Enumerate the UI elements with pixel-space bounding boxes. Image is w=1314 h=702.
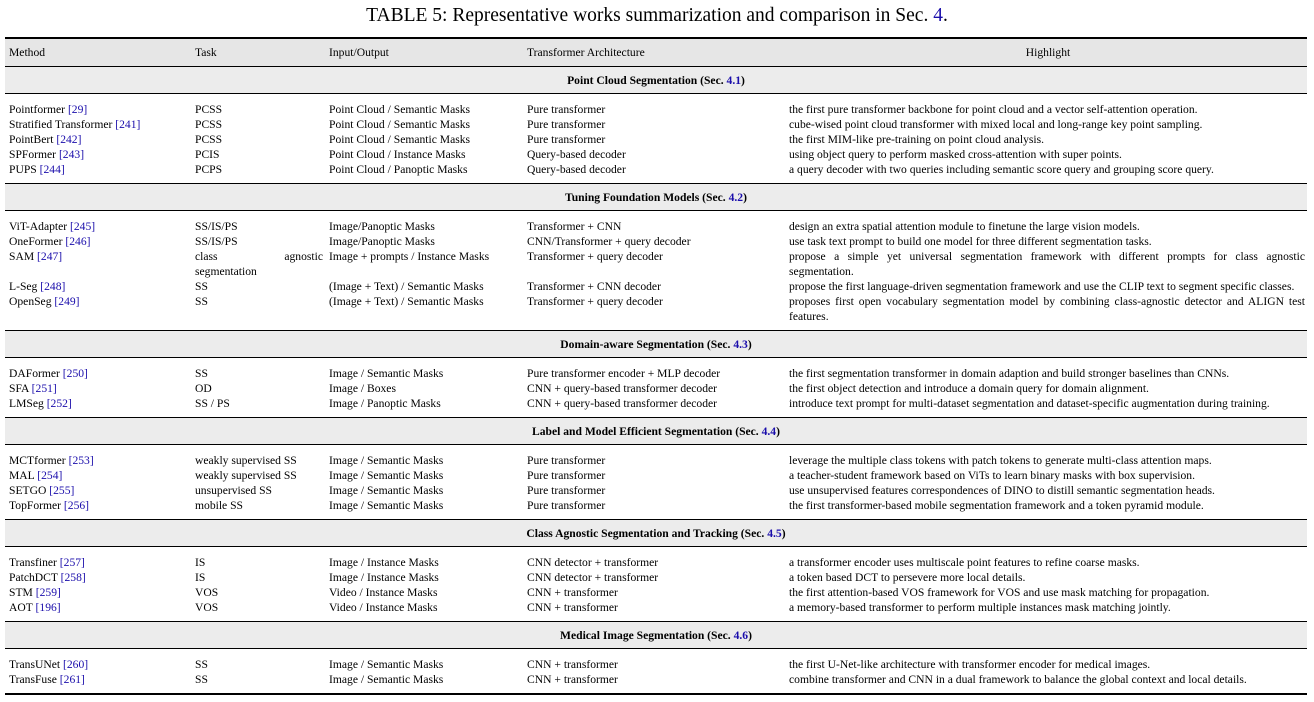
architecture-cell: Pure transformer bbox=[527, 118, 606, 131]
method-cell bbox=[5, 117, 191, 132]
method-name: LMSeg bbox=[9, 397, 47, 410]
header-method: Method bbox=[5, 38, 191, 67]
architecture-cell: Query-based decoder bbox=[527, 148, 626, 161]
method-cell bbox=[5, 498, 191, 513]
citation-link[interactable]: [249] bbox=[54, 295, 80, 308]
highlight-cell: use task text prompt to build one model for three different segmentation tasks. bbox=[789, 235, 1152, 248]
highlight-cell: combine transformer and CNN in a dual framework to balance the global context and local details. bbox=[789, 673, 1247, 686]
table-row bbox=[5, 396, 1307, 411]
architecture-cell: Transformer + query decoder bbox=[527, 250, 663, 263]
method-cell bbox=[5, 483, 191, 498]
table-section bbox=[5, 520, 1307, 622]
architecture-cell: Transformer + CNN bbox=[527, 220, 622, 233]
architecture-cell: CNN + transformer bbox=[527, 601, 618, 614]
citation-link[interactable]: [258] bbox=[60, 571, 86, 584]
citation-link[interactable]: [259] bbox=[35, 586, 61, 599]
method-name: Transfiner bbox=[9, 556, 60, 569]
input-output-cell: Point Cloud / Semantic Masks bbox=[329, 133, 471, 146]
citation-link[interactable]: [255] bbox=[49, 484, 75, 497]
highlight-cell: a query decoder with two queries including semantic score query and grouping score query. bbox=[789, 163, 1214, 176]
citation-link[interactable]: [242] bbox=[56, 133, 82, 146]
highlight-cell: propose a simple yet universal segmentation framework with different prompts for class agnostic segmentation. bbox=[789, 250, 1305, 278]
citation-link[interactable]: [196] bbox=[35, 601, 61, 614]
method-name: AOT bbox=[9, 601, 36, 614]
method-name: PUPS bbox=[9, 163, 40, 176]
highlight-cell: the first MIM-like pre-training on point cloud analysis. bbox=[789, 133, 1045, 146]
highlight-cell: propose the first language-driven segmentation framework and use the CLIP text to segment specific classes. bbox=[789, 280, 1295, 293]
table-row bbox=[5, 570, 1307, 585]
highlight-cell: the first pure transformer backbone for point cloud and a vector self-attention operation. bbox=[789, 103, 1198, 116]
section-ref-link[interactable]: 4 bbox=[933, 5, 943, 26]
method-name: TransFuse bbox=[9, 673, 60, 686]
task-cell: weakly supervised SS bbox=[195, 469, 297, 482]
architecture-cell: Query-based decoder bbox=[527, 163, 626, 176]
method-cell bbox=[5, 381, 191, 396]
section-header-row bbox=[5, 520, 1307, 547]
section-header-row bbox=[5, 67, 1307, 94]
task-cell: SS/IS/PS bbox=[195, 235, 238, 248]
input-output-cell: (Image + Text) / Semantic Masks bbox=[329, 280, 484, 293]
highlight-cell: the first transformer-based mobile segmentation framework and a token pyramid module. bbox=[789, 499, 1204, 512]
citation-link[interactable]: [260] bbox=[63, 658, 89, 671]
input-output-cell: Image / Instance Masks bbox=[329, 571, 439, 584]
method-cell bbox=[5, 279, 191, 294]
highlight-cell: the first segmentation transformer in domain adaption and build stronger baselines than CNNs. bbox=[789, 367, 1230, 380]
method-cell bbox=[5, 555, 191, 570]
method-cell bbox=[5, 453, 191, 468]
citation-link[interactable]: [254] bbox=[37, 469, 63, 482]
spacer-row bbox=[5, 687, 1307, 694]
method-name: SPFormer bbox=[9, 148, 59, 161]
task-cell: unsupervised SS bbox=[195, 484, 272, 497]
highlight-cell: the first object detection and introduce a domain query for domain alignment. bbox=[789, 382, 1149, 395]
table-row bbox=[5, 453, 1307, 468]
task-cell: IS bbox=[195, 571, 206, 584]
method-name: STM bbox=[9, 586, 36, 599]
section-header-row bbox=[5, 622, 1307, 649]
citation-link[interactable]: [256] bbox=[63, 499, 90, 512]
architecture-cell: Pure transformer bbox=[527, 133, 606, 146]
input-output-cell: Point Cloud / Panoptic Masks bbox=[329, 163, 468, 176]
architecture-cell: Pure transformer bbox=[527, 103, 606, 116]
method-cell bbox=[5, 468, 191, 483]
header-architecture: Transformer Architecture bbox=[523, 38, 785, 67]
task-cell: OD bbox=[195, 382, 212, 395]
citation-link[interactable]: [246] bbox=[65, 235, 91, 248]
input-output-cell: Image / Panoptic Masks bbox=[329, 397, 441, 410]
citation-link[interactable]: [250] bbox=[62, 367, 88, 380]
spacer-row bbox=[5, 94, 1307, 103]
section-title: Class Agnostic Segmentation and Tracking (Sec. 4.5) bbox=[5, 520, 1307, 547]
method-cell bbox=[5, 102, 191, 117]
section-ref-link[interactable]: 4.6 bbox=[733, 628, 749, 642]
architecture-cell: CNN detector + transformer bbox=[527, 571, 659, 584]
method-name: SETGO bbox=[9, 484, 50, 497]
method-cell bbox=[5, 234, 191, 249]
architecture-cell: Pure transformer bbox=[527, 499, 606, 512]
input-output-cell: Point Cloud / Semantic Masks bbox=[329, 103, 471, 116]
table-row bbox=[5, 672, 1307, 687]
table-section bbox=[5, 622, 1307, 695]
method-cell bbox=[5, 570, 191, 585]
citation-link[interactable]: [253] bbox=[68, 454, 94, 467]
architecture-cell: Transformer + CNN decoder bbox=[527, 280, 661, 293]
highlight-cell: use unsupervised features correspondences of DINO to distill semantic segmentation heads. bbox=[789, 484, 1215, 497]
method-name: PatchDCT bbox=[9, 571, 61, 584]
table-section bbox=[5, 184, 1307, 331]
task-cell: SS / PS bbox=[195, 397, 230, 410]
method-cell bbox=[5, 600, 191, 615]
method-cell bbox=[5, 657, 191, 672]
method-cell bbox=[5, 294, 191, 324]
section-header-row bbox=[5, 418, 1307, 445]
highlight-cell: design an extra spatial attention module to finetune the large vision models. bbox=[789, 220, 1140, 233]
highlight-cell: leverage the multiple class tokens with patch tokens to generate multi-class attention maps. bbox=[789, 454, 1212, 467]
architecture-cell: CNN + query-based transformer decoder bbox=[527, 397, 718, 410]
table-row bbox=[5, 498, 1307, 513]
task-cell: SS bbox=[195, 280, 208, 293]
table-section bbox=[5, 67, 1307, 184]
input-output-cell: Image/Panoptic Masks bbox=[329, 235, 435, 248]
table-row bbox=[5, 600, 1307, 615]
architecture-cell: CNN + transformer bbox=[527, 586, 618, 599]
method-cell bbox=[5, 585, 191, 600]
input-output-cell: Image + prompts / Instance Masks bbox=[329, 250, 490, 263]
section-header-row bbox=[5, 184, 1307, 211]
citation-link[interactable]: [248] bbox=[40, 280, 66, 293]
input-output-cell: Video / Instance Masks bbox=[329, 601, 438, 614]
method-name: DAFormer bbox=[9, 367, 63, 380]
method-cell bbox=[5, 147, 191, 162]
highlight-cell: proposes first open vocabulary segmentation model by combining class-agnostic detector and ALIGN test features. bbox=[789, 295, 1305, 323]
table-row bbox=[5, 294, 1307, 324]
method-name: MCTformer bbox=[9, 454, 69, 467]
section-ref-link[interactable]: 4.1 bbox=[726, 73, 742, 87]
input-output-cell: Image / Semantic Masks bbox=[329, 469, 444, 482]
summary-table bbox=[5, 37, 1307, 695]
method-name: Pointformer bbox=[9, 103, 68, 116]
method-cell bbox=[5, 396, 191, 411]
method-name: L-Seg bbox=[9, 280, 41, 293]
method-name: TopFormer bbox=[9, 499, 64, 512]
table-section bbox=[5, 418, 1307, 520]
input-output-cell: Image / Semantic Masks bbox=[329, 484, 444, 497]
highlight-cell: a token based DCT to persevere more local details. bbox=[789, 571, 1026, 584]
method-cell bbox=[5, 249, 191, 279]
table-row bbox=[5, 234, 1307, 249]
architecture-cell: CNN + transformer bbox=[527, 673, 618, 686]
task-cell: PCPS bbox=[195, 163, 223, 176]
architecture-cell: CNN + query-based transformer decoder bbox=[527, 382, 718, 395]
task-cell: SS bbox=[195, 295, 208, 308]
spacer-row bbox=[5, 358, 1307, 367]
input-output-cell: Image / Semantic Masks bbox=[329, 454, 444, 467]
method-name: PointBert bbox=[9, 133, 57, 146]
input-output-cell: (Image + Text) / Semantic Masks bbox=[329, 295, 484, 308]
method-name: OpenSeg bbox=[9, 295, 55, 308]
section-header-row bbox=[5, 331, 1307, 358]
table-section bbox=[5, 331, 1307, 418]
citation-link[interactable]: [247] bbox=[37, 250, 63, 263]
architecture-cell: Transformer + query decoder bbox=[527, 295, 663, 308]
method-name: Stratified Transformer bbox=[9, 118, 116, 131]
table-row bbox=[5, 279, 1307, 294]
highlight-cell: cube-wised point cloud transformer with mixed local and long-range key point sampling. bbox=[789, 118, 1203, 131]
section-ref-link[interactable]: 4.4 bbox=[761, 424, 777, 438]
task-cell: class agnostic segmentation bbox=[195, 250, 323, 278]
spacer-row bbox=[5, 547, 1307, 556]
section-ref-link[interactable]: 4.3 bbox=[733, 337, 748, 351]
architecture-cell: CNN/Transformer + query decoder bbox=[527, 235, 691, 248]
input-output-cell: Image / Semantic Masks bbox=[329, 658, 444, 671]
section-ref-link[interactable]: 4.2 bbox=[728, 190, 744, 204]
section-title: Point Cloud Segmentation (Sec. 4.1) bbox=[5, 67, 1307, 94]
section-ref-link[interactable]: 4.5 bbox=[767, 526, 782, 540]
input-output-cell: Image / Semantic Masks bbox=[329, 499, 444, 512]
section-title: Medical Image Segmentation (Sec. 4.6) bbox=[5, 622, 1307, 649]
input-output-cell: Image/Panoptic Masks bbox=[329, 220, 435, 233]
task-cell: SS/IS/PS bbox=[195, 220, 238, 233]
task-cell: VOS bbox=[195, 586, 219, 599]
table-row bbox=[5, 102, 1307, 117]
table-row bbox=[5, 249, 1307, 279]
header-input-output: Input/Output bbox=[325, 38, 523, 67]
task-cell: PCIS bbox=[195, 148, 220, 161]
table-row bbox=[5, 132, 1307, 147]
table-row bbox=[5, 555, 1307, 570]
highlight-cell: the first U-Net-like architecture with transformer encoder for medical images. bbox=[789, 658, 1151, 671]
method-cell bbox=[5, 672, 191, 687]
task-cell: PCSS bbox=[195, 133, 223, 146]
citation-link[interactable]: [244] bbox=[39, 163, 65, 176]
citation-link[interactable]: [252] bbox=[46, 397, 72, 410]
table-caption: TABLE 5: Representative works summarization and comparison in Sec. 4. bbox=[366, 5, 948, 26]
task-cell: SS bbox=[195, 658, 208, 671]
task-cell: SS bbox=[195, 367, 208, 380]
citation-link[interactable]: [243] bbox=[58, 148, 85, 161]
spacer-row bbox=[5, 649, 1307, 658]
section-title: Label and Model Efficient Segmentation (Sec. 4.4) bbox=[5, 418, 1307, 445]
task-cell: PCSS bbox=[195, 103, 223, 116]
method-name: SAM bbox=[9, 250, 38, 263]
table-row bbox=[5, 483, 1307, 498]
architecture-cell: CNN detector + transformer bbox=[527, 556, 659, 569]
highlight-cell: a memory-based transformer to perform multiple instances mask matching jointly. bbox=[789, 601, 1171, 614]
input-output-cell: Image / Instance Masks bbox=[329, 556, 439, 569]
method-name: OneFormer bbox=[9, 235, 66, 248]
citation-link[interactable]: [261] bbox=[59, 673, 85, 686]
citation-link[interactable]: [257] bbox=[59, 556, 85, 569]
method-cell bbox=[5, 162, 191, 177]
table-row bbox=[5, 117, 1307, 132]
table-row bbox=[5, 585, 1307, 600]
highlight-cell: a transformer encoder uses multiscale point features to refine coarse masks. bbox=[789, 556, 1140, 569]
input-output-cell: Video / Instance Masks bbox=[329, 586, 438, 599]
header-task: Task bbox=[191, 38, 325, 67]
task-cell: weakly supervised SS bbox=[195, 454, 297, 467]
method-cell bbox=[5, 219, 191, 234]
architecture-cell: CNN + transformer bbox=[527, 658, 618, 671]
architecture-cell: Pure transformer bbox=[527, 469, 606, 482]
table-row bbox=[5, 147, 1307, 162]
highlight-cell: introduce text prompt for multi-dataset segmentation and dataset-specific augmentation during training. bbox=[789, 397, 1270, 410]
input-output-cell: Image / Semantic Masks bbox=[329, 673, 444, 686]
table-row bbox=[5, 366, 1307, 381]
highlight-cell: the first attention-based VOS framework for VOS and use mask matching for propagation. bbox=[789, 586, 1210, 599]
method-name: ViT-Adapter bbox=[9, 220, 71, 233]
input-output-cell: Point Cloud / Semantic Masks bbox=[329, 118, 471, 131]
method-name: TransUNet bbox=[9, 658, 64, 671]
table-row bbox=[5, 468, 1307, 483]
task-cell: IS bbox=[195, 556, 206, 569]
spacer-row bbox=[5, 445, 1307, 454]
task-cell: SS bbox=[195, 673, 208, 686]
architecture-cell: Pure transformer bbox=[527, 454, 606, 467]
method-cell bbox=[5, 132, 191, 147]
task-cell: PCSS bbox=[195, 118, 223, 131]
section-title: Tuning Foundation Models (Sec. 4.2) bbox=[5, 184, 1307, 211]
section-title: Domain-aware Segmentation (Sec. 4.3) bbox=[5, 331, 1307, 358]
input-output-cell: Image / Boxes bbox=[329, 382, 396, 395]
citation-link[interactable]: [251] bbox=[31, 382, 57, 395]
table-row bbox=[5, 657, 1307, 672]
spacer-row bbox=[5, 211, 1307, 220]
citation-link[interactable]: [245] bbox=[70, 220, 96, 233]
table-row bbox=[5, 381, 1307, 396]
input-output-cell: Point Cloud / Instance Masks bbox=[329, 148, 466, 161]
highlight-cell: a teacher-student framework based on ViTs to learn binary masks with box supervision. bbox=[789, 469, 1195, 482]
highlight-cell: using object query to perform masked cross-attention with super points. bbox=[789, 148, 1122, 161]
task-cell: mobile SS bbox=[195, 499, 243, 512]
table-row bbox=[5, 219, 1307, 234]
task-cell: VOS bbox=[195, 601, 219, 614]
header-highlight: Highlight bbox=[785, 38, 1307, 67]
header-row bbox=[5, 38, 1307, 67]
method-cell bbox=[5, 366, 191, 381]
citation-link[interactable]: [241] bbox=[115, 118, 141, 131]
architecture-cell: Pure transformer encoder + MLP decoder bbox=[527, 367, 721, 380]
citation-link[interactable]: [29] bbox=[67, 103, 88, 116]
method-name: SFA bbox=[9, 382, 32, 395]
method-name: MAL bbox=[9, 469, 38, 482]
table-row bbox=[5, 162, 1307, 177]
architecture-cell: Pure transformer bbox=[527, 484, 606, 497]
input-output-cell: Image / Semantic Masks bbox=[329, 367, 444, 380]
